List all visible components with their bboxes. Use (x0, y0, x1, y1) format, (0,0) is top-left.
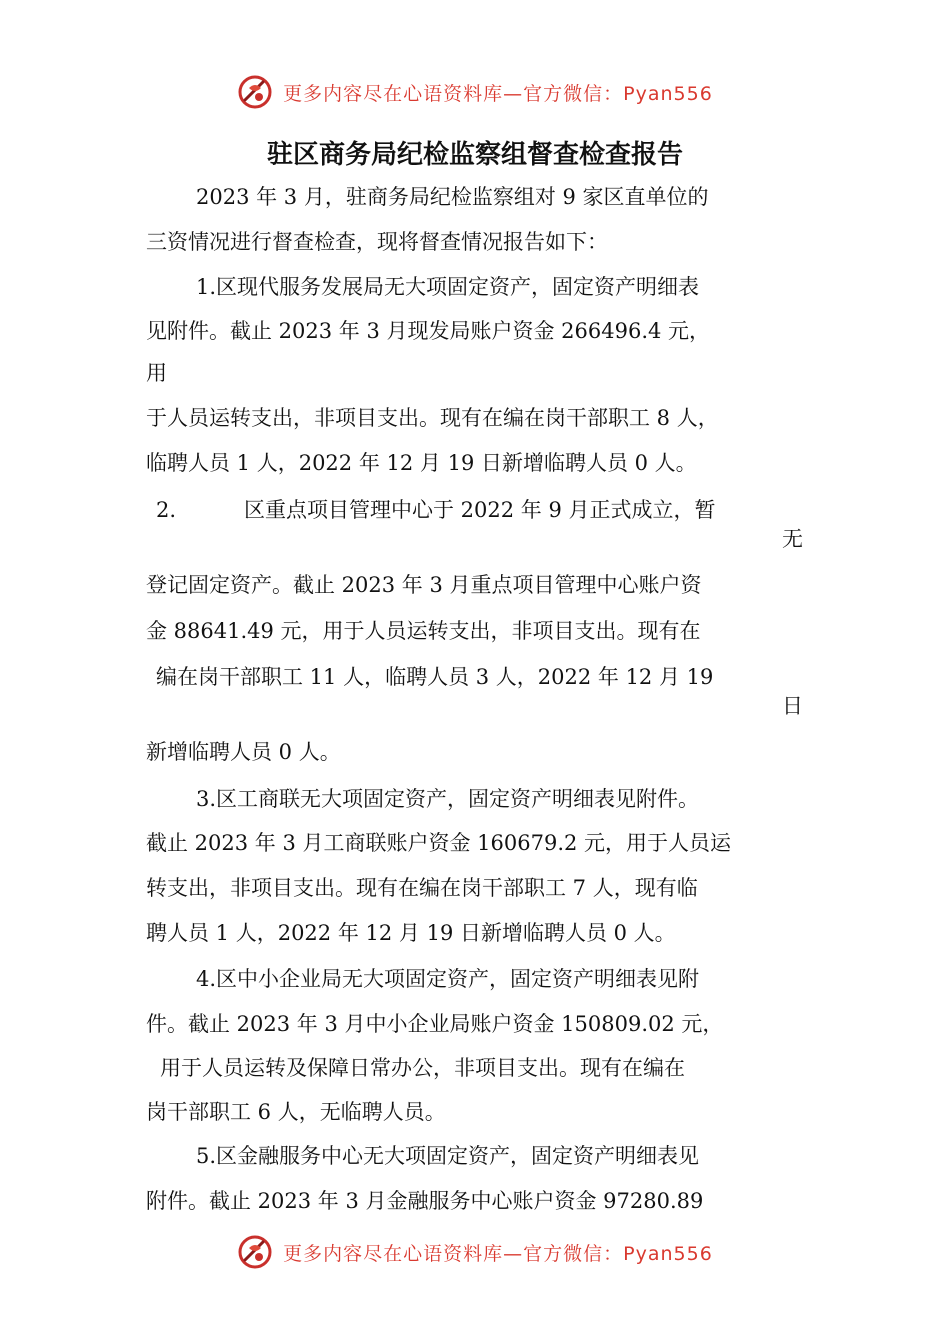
body-line: 件。截止 2023 年 3 月中小企业局账户资金 150809.02 元， (146, 1012, 724, 1036)
body-line: 1.区现代服务发展局无大项固定资产，固定资产明细表 (196, 275, 700, 299)
body-line: 日 (782, 694, 803, 718)
body-line: 登记固定资产。截止 2023 年 3 月重点项目管理中心账户资 (146, 573, 702, 597)
body-line: 编在岗干部职工 11 人，临聘人员 3 人，2022 年 12 月 19 (156, 665, 714, 689)
body-line: 3.区工商联无大项固定资产，固定资产明细表见附件。 (196, 787, 700, 811)
header-banner-text: 更多内容尽在心语资料库—官方微信：Pyan556 (283, 82, 713, 105)
body-line: 金 88641.49 元，用于人员运转支出，非项目支出。现有在 (146, 619, 701, 643)
body-line: 用于人员运转及保障日常办公，非项目支出。现有在编在 (160, 1056, 685, 1080)
body-line: 区重点项目管理中心于 2022 年 9 月正式成立，暂 (244, 498, 716, 522)
body-line: 见附件。截止 2023 年 3 月现发局账户资金 266496.4 元， (146, 319, 711, 343)
footer-banner (0, 1232, 950, 1272)
body-line: 2023 年 3 月，驻商务局纪检监察组对 9 家区直单位的 (196, 185, 709, 209)
body-line: 无 (782, 527, 803, 551)
body-line: 岗干部职工 6 人，无临聘人员。 (146, 1100, 446, 1124)
body-line: 用 (146, 361, 167, 385)
body-line: 附件。截止 2023 年 3 月金融服务中心账户资金 97280.89 (146, 1189, 704, 1213)
body-line: 4.区中小企业局无大项固定资产，固定资产明细表见附 (196, 967, 700, 991)
body-line: 临聘人员 1 人，2022 年 12 月 19 日新增临聘人员 0 人。 (146, 451, 697, 475)
brand-logo-icon (237, 74, 273, 110)
body-line: 截止 2023 年 3 月工商联账户资金 160679.2 元，用于人员运 (146, 831, 732, 855)
body-line: 5.区金融服务中心无大项固定资产，固定资产明细表见 (196, 1144, 700, 1168)
body-line: 聘人员 1 人，2022 年 12 月 19 日新增临聘人员 0 人。 (146, 921, 676, 945)
header-banner (0, 72, 950, 112)
body-line: 2. (156, 498, 177, 522)
body-line: 三资情况进行督查检查，现将督查情况报告如下： (146, 230, 608, 254)
body-line: 于人员运转支出，非项目支出。现有在编在岗干部职工 8 人， (146, 406, 719, 430)
body-line: 转支出，非项目支出。现有在编在岗干部职工 7 人，现有临 (146, 876, 698, 900)
body-line: 新增临聘人员 0 人。 (146, 740, 341, 764)
footer-banner-text: 更多内容尽在心语资料库—官方微信：Pyan556 (283, 1242, 713, 1265)
document-title: 驻区商务局纪检监察组督查检查报告 (266, 140, 683, 170)
brand-logo-icon (237, 1234, 273, 1270)
